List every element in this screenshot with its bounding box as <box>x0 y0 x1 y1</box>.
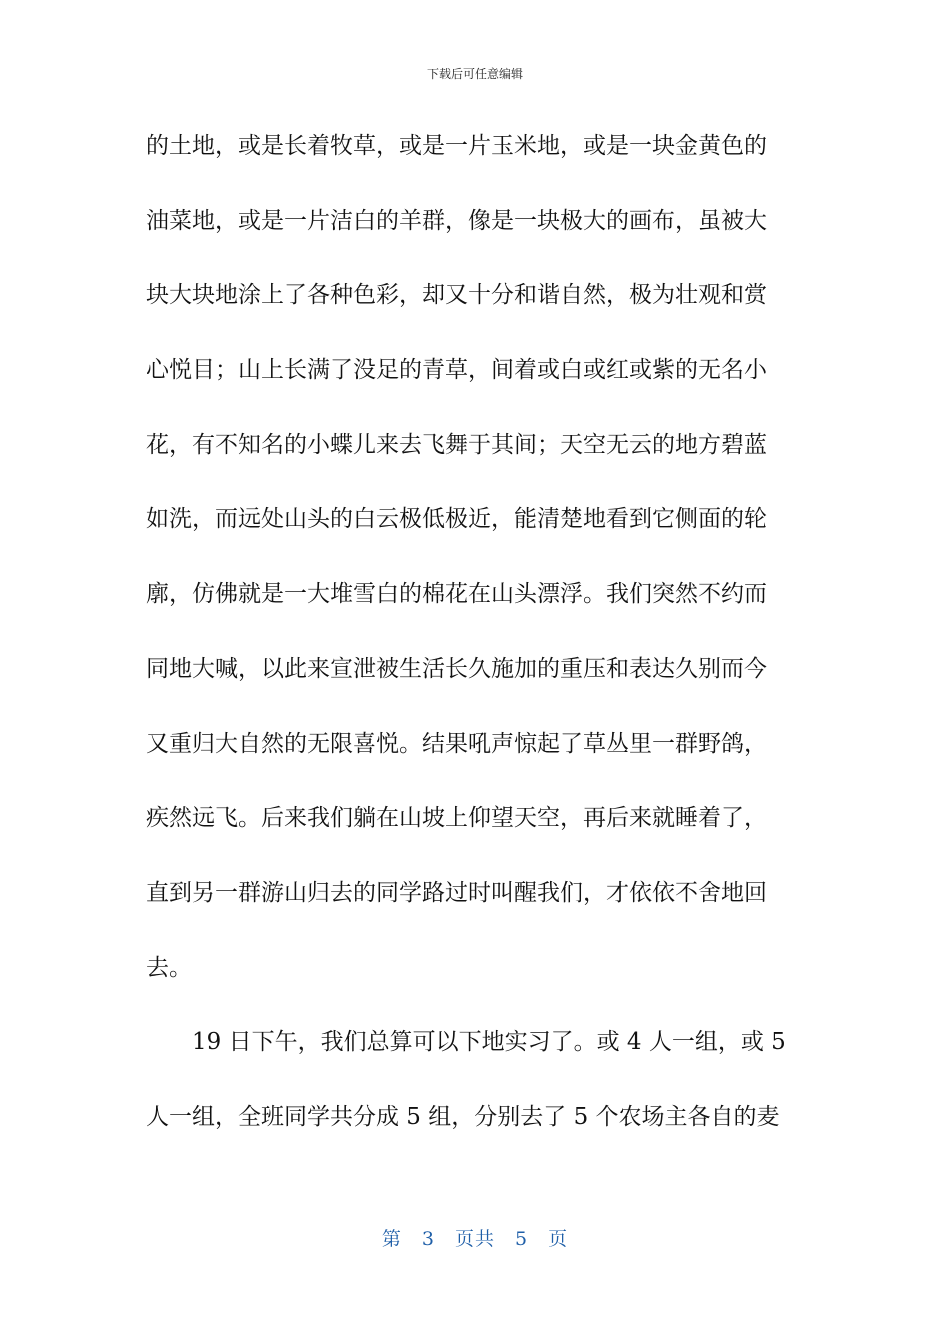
page-header: 下载后可任意编辑 <box>426 67 523 81</box>
body-line-7: 廓，仿佛就是一大堆雪白的棉花在山头漂浮。我们突然不约而 <box>146 581 767 608</box>
body-line-3: 块大块地涂上了各种色彩，却又十分和谐自然，极为壮观和赏 <box>146 282 767 309</box>
body-line-12: 去。 <box>146 954 192 981</box>
document-body <box>146 124 806 1170</box>
body-line-6: 如洗，而远处山头的白云极低极近，能清楚地看到它侧面的轮 <box>146 506 767 533</box>
body-line-1: 的土地，或是长着牧草，或是一片玉米地，或是一块金黄色的 <box>146 133 767 159</box>
body-line-4: 心悦目；山上长满了没足的青草，间着或白或红或紫的无名小 <box>146 357 767 384</box>
body-line-8: 同地大喊，以此来宣泄被生活长久施加的重压和表达久别而今 <box>146 655 767 682</box>
footer-total-pages: 5 <box>515 1228 529 1250</box>
body-line-5: 花，有不知名的小蝶儿来去飞舞于其间；天空无云的地方碧蓝 <box>146 431 767 458</box>
footer-middle: 页共 <box>454 1228 495 1250</box>
body-line-9: 又重归大自然的无限喜悦。结果吼声惊起了草丛里一群野鸽， <box>146 730 767 757</box>
footer-prefix: 第 <box>381 1228 402 1250</box>
footer-suffix: 页 <box>548 1228 569 1250</box>
body-line-10: 疾然远飞。后来我们躺在山坡上仰望天空，再后来就睡着了， <box>146 805 767 832</box>
footer-page-number: 3 <box>421 1228 435 1250</box>
page-footer <box>0 1226 950 1252</box>
body-line-13: 19 日下午，我们总算可以下地实习了。或 4 人一组，或 5 <box>192 1029 786 1056</box>
body-line-14: 人一组，全班同学共分成 5 组，分别去了 5 个农场主各自的麦 <box>146 1103 780 1130</box>
body-line-2: 油菜地，或是一片洁白的羊群，像是一块极大的画布，虽被大 <box>146 207 767 234</box>
body-line-11: 直到另一群游山归去的同学路过时叫醒我们，才依依不舍地回 <box>146 879 767 906</box>
